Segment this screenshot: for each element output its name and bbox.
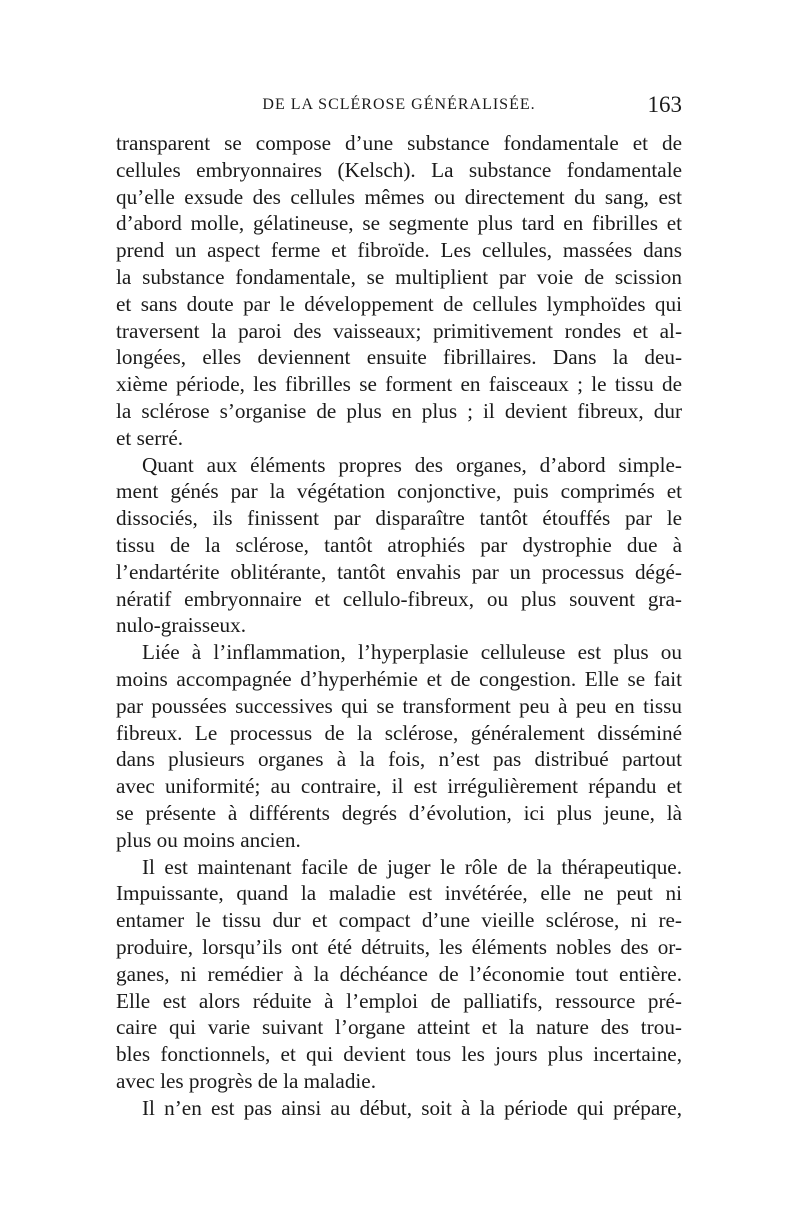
text-line: et sans doute par le développement de cellules lymphoïdes qui — [116, 291, 682, 316]
page-number: 163 — [647, 92, 682, 117]
text-line: ment génés par la végétation conjonctive, puis comprimés et — [116, 479, 682, 504]
body-text — [116, 130, 682, 1121]
text-line: bles fonctionnels, et qui devient tous les jours plus incertaine, — [116, 1042, 682, 1067]
text-line: la substance fondamentale, se multiplient par voie de scission — [116, 264, 682, 289]
text-line: Impuissante, quand la maladie est invétérée, elle ne peut ni — [116, 881, 682, 906]
text-line: par poussées successives qui se transforment peu à peu en tissu — [116, 693, 682, 718]
text-line: traversent la paroi des vaisseaux; primitivement rondes et al- — [116, 318, 682, 343]
text-line: Il est maintenant facile de juger le rôle de la thérapeutique. — [142, 854, 682, 879]
text-line: qu’elle exsude des cellules mêmes ou directement du sang, est — [116, 184, 682, 209]
text-line: Liée à l’inflammation, l’hyperplasie celluleuse est plus ou — [142, 640, 682, 665]
text-line: cellules embryonnaires (Kelsch). La substance fondamentale — [116, 157, 682, 182]
text-line: Il n’en est pas ainsi au début, soit à la période qui prépare, — [142, 1095, 682, 1120]
text-line: entamer le tissu dur et compact d’une vieille sclérose, ni re- — [116, 908, 682, 933]
text-line: nératif embryonnaire et cellulo-fibreux, ou plus souvent gra- — [116, 586, 682, 611]
text-line: avec uniformité; au contraire, il est irrégulièrement répandu et — [116, 774, 682, 799]
running-head — [116, 92, 682, 124]
text-line: longées, elles deviennent ensuite fibrillaires. Dans la deu- — [116, 345, 682, 370]
text-line: Quant aux éléments propres des organes, d’abord simple- — [142, 452, 682, 477]
text-line: et serré. — [116, 425, 184, 450]
text-line: produire, lorsqu’ils ont été détruits, les éléments nobles des or- — [116, 934, 682, 959]
text-line: avec les progrès de la maladie. — [116, 1068, 377, 1093]
text-line: tissu de la sclérose, tantôt atrophiés par dystrophie due à — [116, 532, 682, 557]
text-line: dissociés, ils finissent par disparaître tantôt étouffés par le — [116, 506, 682, 531]
text-line: se présente à différents degrés d’évolution, ici plus jeune, là — [116, 800, 682, 825]
text-line: xième période, les fibrilles se forment en faisceaux ; le tissu de — [116, 372, 682, 397]
text-line: prend un aspect ferme et fibroïde. Les cellules, massées dans — [116, 238, 682, 263]
text-line: caire qui varie suivant l’organe atteint et la nature des trou- — [116, 1015, 682, 1040]
text-line: transparent se compose d’une substance fondamentale et de — [116, 131, 682, 155]
text-line: dans plusieurs organes à la fois, n’est pas distribué partout — [116, 747, 682, 772]
text-line: moins accompagnée d’hyperhémie et de congestion. Elle se fait — [116, 666, 682, 691]
text-line: la sclérose s’organise de plus en plus ; il devient fibreux, dur — [116, 398, 682, 423]
running-title: DE LA SCLÉROSE GÉNÉRALISÉE. — [262, 96, 536, 113]
text-line: l’endartérite oblitérante, tantôt envahis par un processus dégé- — [116, 559, 682, 584]
text-line: Elle est alors réduite à l’emploi de palliatifs, ressource pré- — [116, 988, 682, 1013]
text-line: plus ou moins ancien. — [116, 827, 301, 852]
text-line: ganes, ni remédier à la déchéance de l’économie tout entière. — [116, 961, 682, 986]
text-line: nulo-graisseux. — [116, 613, 247, 638]
text-line: d’abord molle, gélatineuse, se segmente plus tard en fibrilles et — [116, 211, 682, 236]
text-line: fibreux. Le processus de la sclérose, généralement disséminé — [116, 720, 682, 745]
